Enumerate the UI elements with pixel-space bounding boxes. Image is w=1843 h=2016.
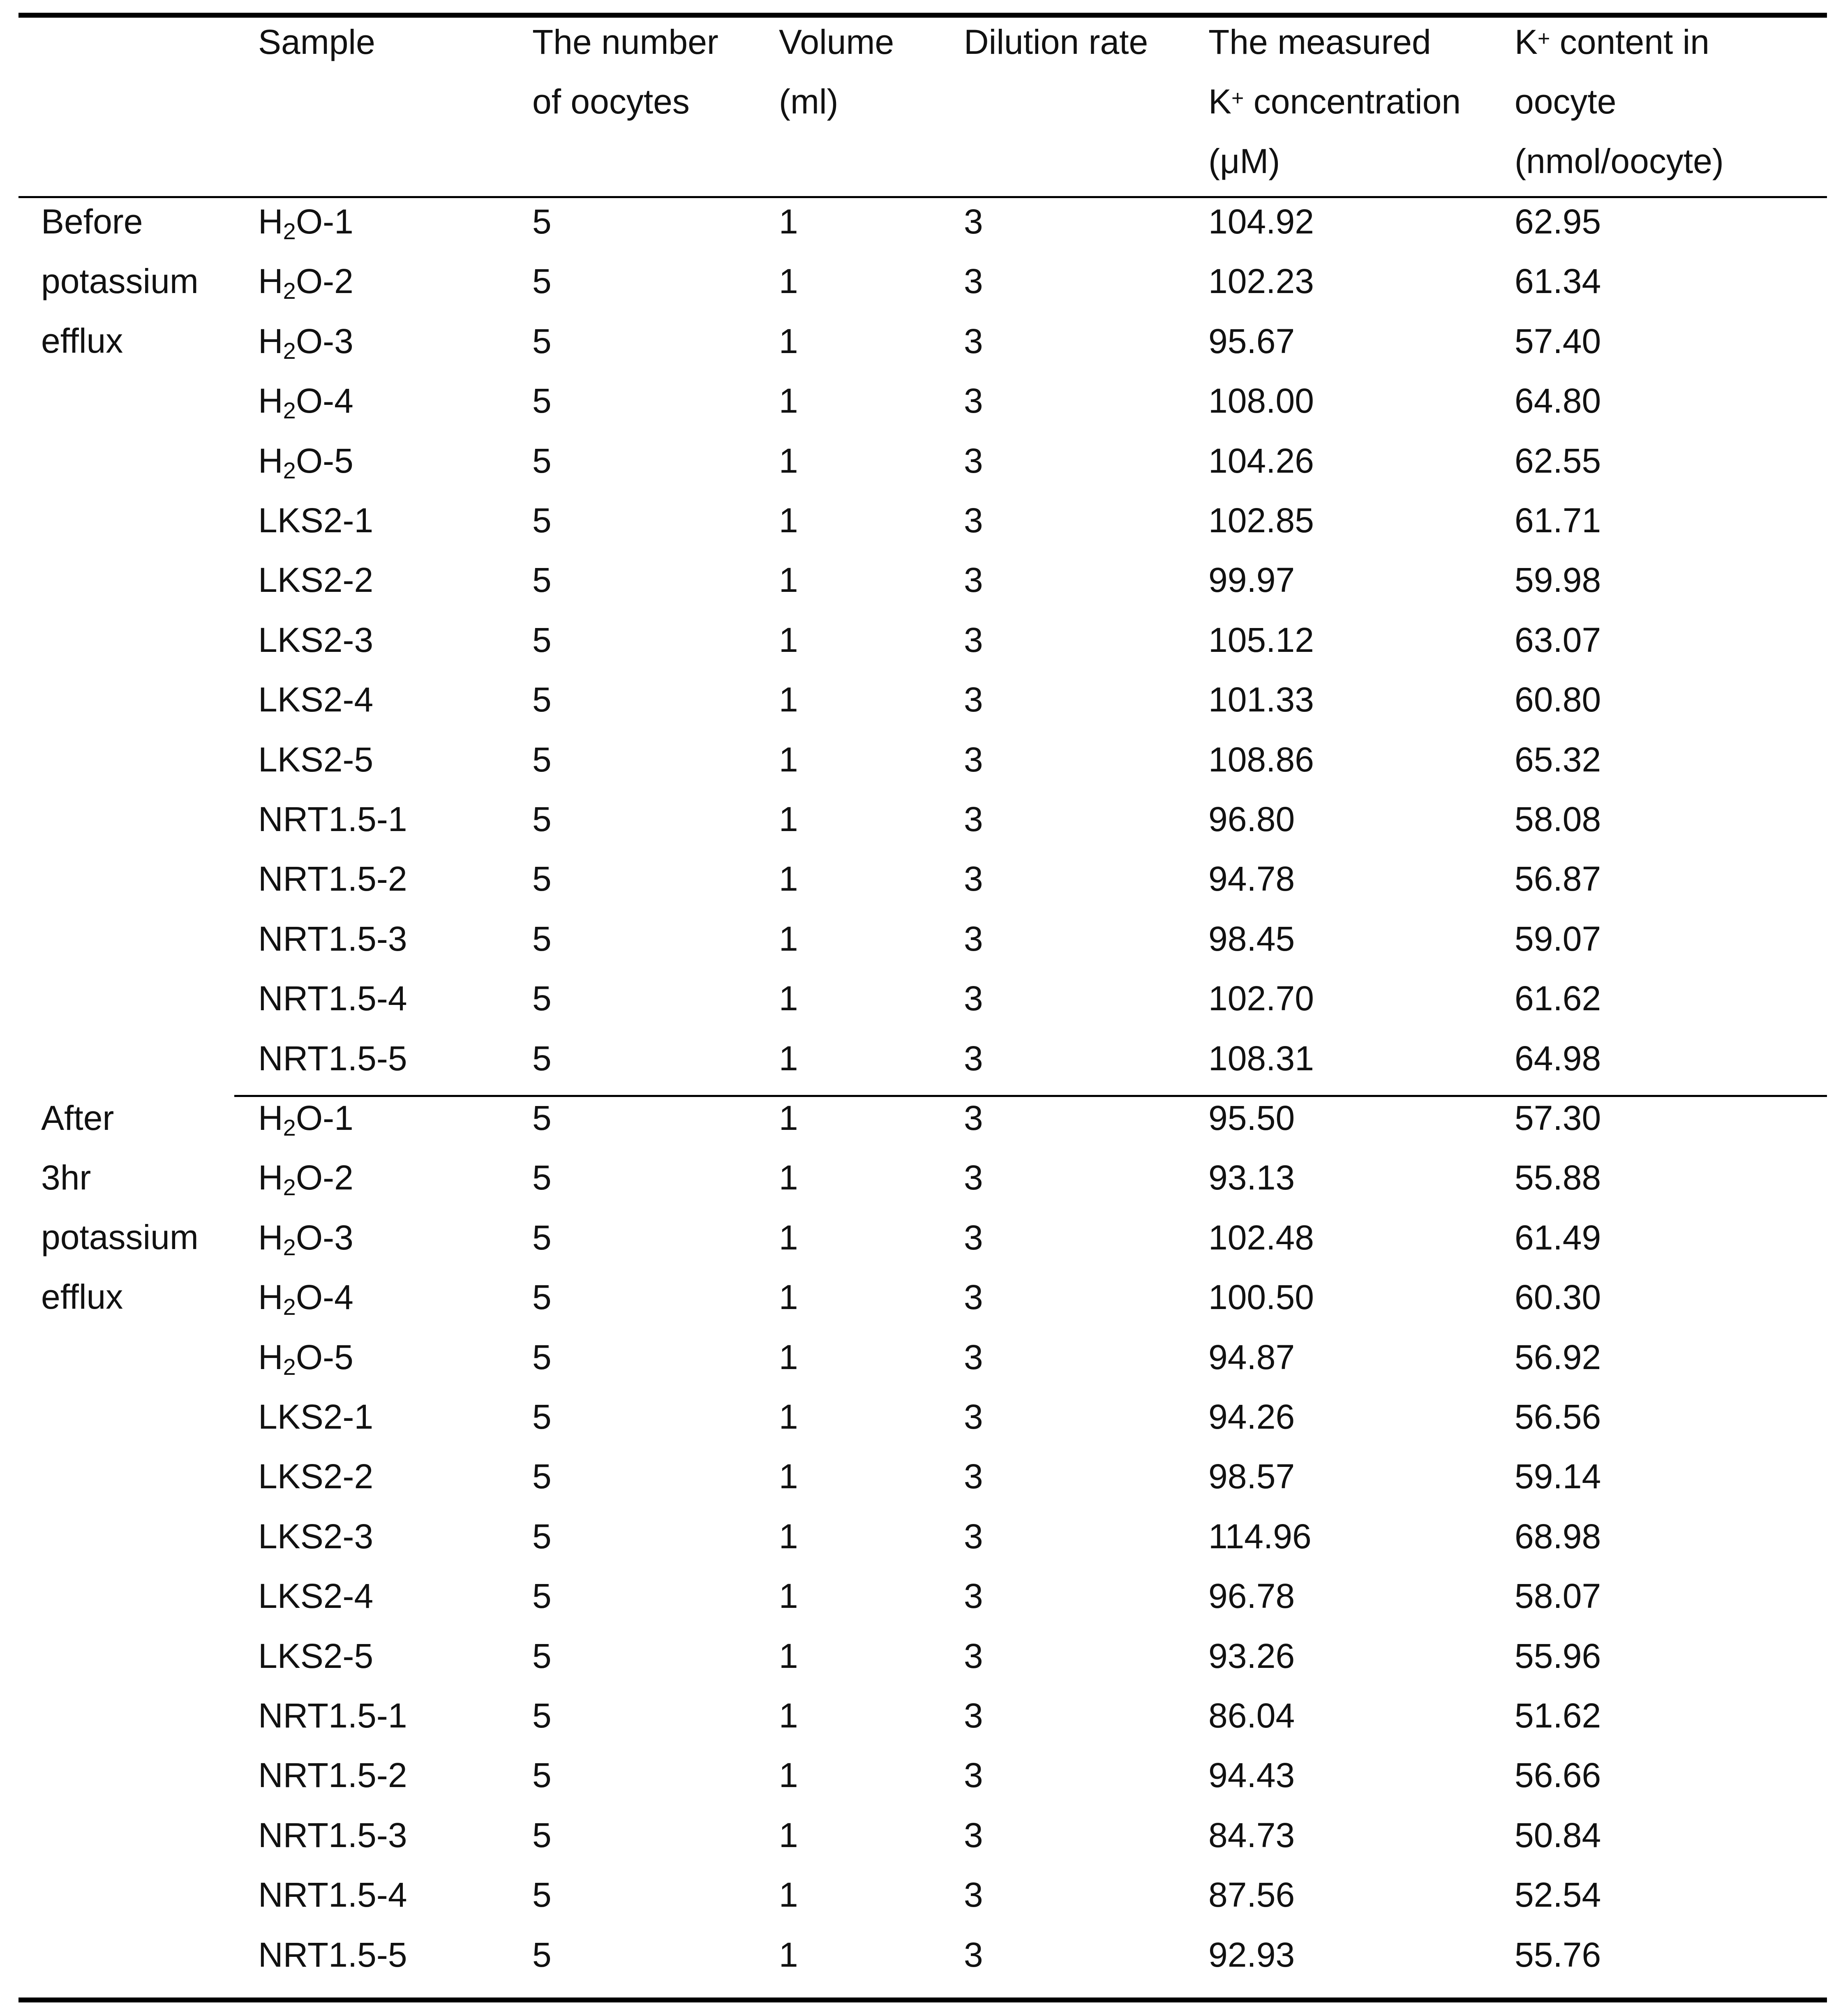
group-label: Before potassium efflux [41,202,199,360]
oocyte-count-cell: 5 [532,441,552,480]
content-cell: 61.62 [1515,979,1601,1018]
sample-cell: H2O-1 [258,1099,353,1141]
content-cell: 60.80 [1515,680,1601,719]
volume-cell: 1 [779,1397,798,1436]
oocyte-count-cell: 5 [532,381,552,420]
volume-cell: 1 [779,262,798,300]
dilution-cell: 3 [964,1935,983,1974]
concentration-cell: 94.26 [1208,1397,1295,1436]
oocyte-count-cell: 5 [532,1039,552,1078]
content-cell: 56.66 [1515,1756,1601,1794]
concentration-cell: 87.56 [1208,1875,1295,1914]
concentration-cell: 102.70 [1208,979,1314,1018]
oocyte-count-cell: 5 [532,859,552,898]
sample-cell: LKS2-3 [258,1517,374,1556]
header-content: K+ content in oocyte (nmol/oocyte) [1515,23,1724,180]
oocyte-count-cell: 5 [532,979,552,1018]
content-cell: 51.62 [1515,1696,1601,1735]
content-cell: 58.08 [1515,800,1601,838]
sample-cell: NRT1.5-5 [258,1935,407,1974]
dilution-cell: 3 [964,202,983,241]
volume-cell: 1 [779,1696,798,1735]
content-cell: 55.96 [1515,1637,1601,1675]
oocyte-count-cell: 5 [532,1935,552,1974]
oocyte-count-cell: 5 [532,740,552,779]
dilution-cell: 3 [964,859,983,898]
sample-cell: H2O-5 [258,441,353,483]
dilution-cell: 3 [964,1577,983,1615]
sample-cell: LKS2-5 [258,740,374,779]
dilution-cell: 3 [964,561,983,599]
sample-cell: H2O-3 [258,322,353,364]
concentration-cell: 95.50 [1208,1099,1295,1137]
dilution-cell: 3 [964,322,983,360]
volume-cell: 1 [779,501,798,540]
volume-cell: 1 [779,1099,798,1137]
volume-cell: 1 [779,1338,798,1376]
content-cell: 50.84 [1515,1816,1601,1854]
concentration-cell: 100.50 [1208,1278,1314,1316]
content-cell: 55.88 [1515,1158,1601,1197]
concentration-cell: 93.13 [1208,1158,1295,1197]
content-cell: 56.87 [1515,859,1601,898]
content-cell: 64.80 [1515,381,1601,420]
volume-cell: 1 [779,1158,798,1197]
oocyte-count-cell: 5 [532,1756,552,1794]
concentration-cell: 104.92 [1208,202,1314,241]
volume-cell: 1 [779,740,798,779]
oocyte-count-cell: 5 [532,1517,552,1556]
sample-cell: H2O-4 [258,1278,353,1320]
sample-cell: NRT1.5-4 [258,1875,407,1914]
volume-cell: 1 [779,381,798,420]
oocyte-count-cell: 5 [532,919,552,958]
concentration-cell: 94.87 [1208,1338,1295,1376]
dilution-cell: 3 [964,1517,983,1556]
oocyte-count-cell: 5 [532,1278,552,1316]
oocyte-count-cell: 5 [532,1577,552,1615]
dilution-cell: 3 [964,1278,983,1316]
volume-cell: 1 [779,1637,798,1675]
concentration-cell: 105.12 [1208,621,1314,659]
content-cell: 60.30 [1515,1278,1601,1316]
content-cell: 57.30 [1515,1099,1601,1137]
concentration-cell: 108.00 [1208,381,1314,420]
concentration-cell: 93.26 [1208,1637,1295,1675]
volume-cell: 1 [779,1517,798,1556]
dilution-cell: 3 [964,262,983,300]
dilution-cell: 3 [964,381,983,420]
dilution-cell: 3 [964,1099,983,1137]
content-cell: 65.32 [1515,740,1601,779]
content-cell: 56.92 [1515,1338,1601,1376]
dilution-cell: 3 [964,1756,983,1794]
oocyte-count-cell: 5 [532,1875,552,1914]
dilution-cell: 3 [964,800,983,838]
volume-cell: 1 [779,680,798,719]
oocyte-count-cell: 5 [532,1457,552,1496]
content-cell: 64.98 [1515,1039,1601,1078]
dilution-cell: 3 [964,1338,983,1376]
volume-cell: 1 [779,1218,798,1257]
concentration-cell: 102.48 [1208,1218,1314,1257]
oocyte-count-cell: 5 [532,1637,552,1675]
sample-cell: NRT1.5-2 [258,1756,407,1794]
oocyte-count-cell: 5 [532,1158,552,1197]
concentration-cell: 94.43 [1208,1756,1295,1794]
header-sample: Sample [258,23,375,61]
sample-cell: NRT1.5-1 [258,1696,407,1735]
volume-cell: 1 [779,1816,798,1854]
content-cell: 63.07 [1515,621,1601,659]
sample-cell: LKS2-5 [258,1637,374,1675]
oocyte-count-cell: 5 [532,1338,552,1376]
volume-cell: 1 [779,800,798,838]
volume-cell: 1 [779,919,798,958]
sample-cell: H2O-1 [258,202,353,244]
content-cell: 52.54 [1515,1875,1601,1914]
sample-cell: LKS2-1 [258,1397,374,1436]
sample-cell: H2O-4 [258,381,353,423]
sample-cell: LKS2-2 [258,561,374,599]
oocyte-count-cell: 5 [532,800,552,838]
oocyte-count-cell: 5 [532,501,552,540]
concentration-cell: 102.85 [1208,501,1314,540]
oocyte-count-cell: 5 [532,1218,552,1257]
dilution-cell: 3 [964,1158,983,1197]
content-cell: 58.07 [1515,1577,1601,1615]
concentration-cell: 114.96 [1208,1517,1312,1556]
dilution-cell: 3 [964,1218,983,1257]
header-dilution: Dilution rate [964,23,1148,61]
sample-cell: H2O-2 [258,1158,353,1200]
sample-cell: NRT1.5-4 [258,979,407,1018]
content-cell: 61.49 [1515,1218,1601,1257]
concentration-cell: 96.78 [1208,1577,1295,1615]
dilution-cell: 3 [964,621,983,659]
oocyte-count-cell: 5 [532,1816,552,1854]
content-cell: 62.95 [1515,202,1601,241]
oocyte-count-cell: 5 [532,322,552,360]
content-cell: 57.40 [1515,322,1601,360]
dilution-cell: 3 [964,1696,983,1735]
sample-cell: H2O-5 [258,1338,353,1380]
volume-cell: 1 [779,441,798,480]
concentration-cell: 99.97 [1208,561,1295,599]
volume-cell: 1 [779,1756,798,1794]
volume-cell: 1 [779,859,798,898]
sample-cell: NRT1.5-3 [258,919,407,958]
volume-cell: 1 [779,202,798,241]
concentration-cell: 92.93 [1208,1935,1295,1974]
concentration-cell: 95.67 [1208,322,1295,360]
sample-cell: LKS2-4 [258,680,374,719]
concentration-cell: 108.31 [1208,1039,1314,1078]
dilution-cell: 3 [964,1457,983,1496]
sample-cell: LKS2-1 [258,501,374,540]
volume-cell: 1 [779,979,798,1018]
concentration-cell: 108.86 [1208,740,1314,779]
volume-cell: 1 [779,1457,798,1496]
sample-cell: NRT1.5-5 [258,1039,407,1078]
volume-cell: 1 [779,1875,798,1914]
content-cell: 59.07 [1515,919,1601,958]
dilution-cell: 3 [964,1816,983,1854]
volume-cell: 1 [779,1039,798,1078]
oocyte-count-cell: 5 [532,680,552,719]
oocyte-count-cell: 5 [532,262,552,300]
content-cell: 56.56 [1515,1397,1601,1436]
group-label: After 3hr potassium efflux [41,1099,199,1316]
dilution-cell: 3 [964,919,983,958]
dilution-cell: 3 [964,441,983,480]
sample-cell: H2O-3 [258,1218,353,1260]
oocyte-count-cell: 5 [532,561,552,599]
volume-cell: 1 [779,1577,798,1615]
concentration-cell: 98.57 [1208,1457,1295,1496]
sample-cell: LKS2-2 [258,1457,374,1496]
content-cell: 62.55 [1515,441,1601,480]
dilution-cell: 3 [964,1039,983,1078]
concentration-cell: 84.73 [1208,1816,1295,1854]
volume-cell: 1 [779,1935,798,1974]
oocyte-count-cell: 5 [532,202,552,241]
volume-cell: 1 [779,621,798,659]
volume-cell: 1 [779,1278,798,1316]
dilution-cell: 3 [964,1637,983,1675]
sample-cell: NRT1.5-1 [258,800,407,838]
dilution-cell: 3 [964,1875,983,1914]
header-oocytes: The number of oocytes [532,23,718,121]
volume-cell: 1 [779,561,798,599]
dilution-cell: 3 [964,680,983,719]
oocyte-count-cell: 5 [532,1397,552,1436]
concentration-cell: 98.45 [1208,919,1295,958]
content-cell: 61.71 [1515,501,1601,540]
concentration-cell: 104.26 [1208,441,1314,480]
group-divider-rule [234,1095,1827,1097]
oocyte-count-cell: 5 [532,621,552,659]
volume-cell: 1 [779,322,798,360]
sample-cell: H2O-2 [258,262,353,304]
content-cell: 61.34 [1515,262,1601,300]
dilution-cell: 3 [964,979,983,1018]
header-volume: Volume (ml) [779,23,894,121]
content-cell: 68.98 [1515,1517,1601,1556]
sample-cell: NRT1.5-2 [258,859,407,898]
concentration-cell: 101.33 [1208,680,1314,719]
concentration-cell: 94.78 [1208,859,1295,898]
concentration-cell: 86.04 [1208,1696,1295,1735]
sample-cell: LKS2-4 [258,1577,374,1615]
oocyte-count-cell: 5 [532,1696,552,1735]
concentration-cell: 102.23 [1208,262,1314,300]
dilution-cell: 3 [964,740,983,779]
dilution-cell: 3 [964,1397,983,1436]
table-bottom-rule [18,1998,1827,2002]
content-cell: 59.14 [1515,1457,1601,1496]
concentration-cell: 96.80 [1208,800,1295,838]
sample-cell: NRT1.5-3 [258,1816,407,1854]
header-measured: The measured K+ concentration (μM) [1208,23,1461,180]
dilution-cell: 3 [964,501,983,540]
content-cell: 55.76 [1515,1935,1601,1974]
sample-cell: LKS2-3 [258,621,374,659]
oocyte-count-cell: 5 [532,1099,552,1137]
content-cell: 59.98 [1515,561,1601,599]
